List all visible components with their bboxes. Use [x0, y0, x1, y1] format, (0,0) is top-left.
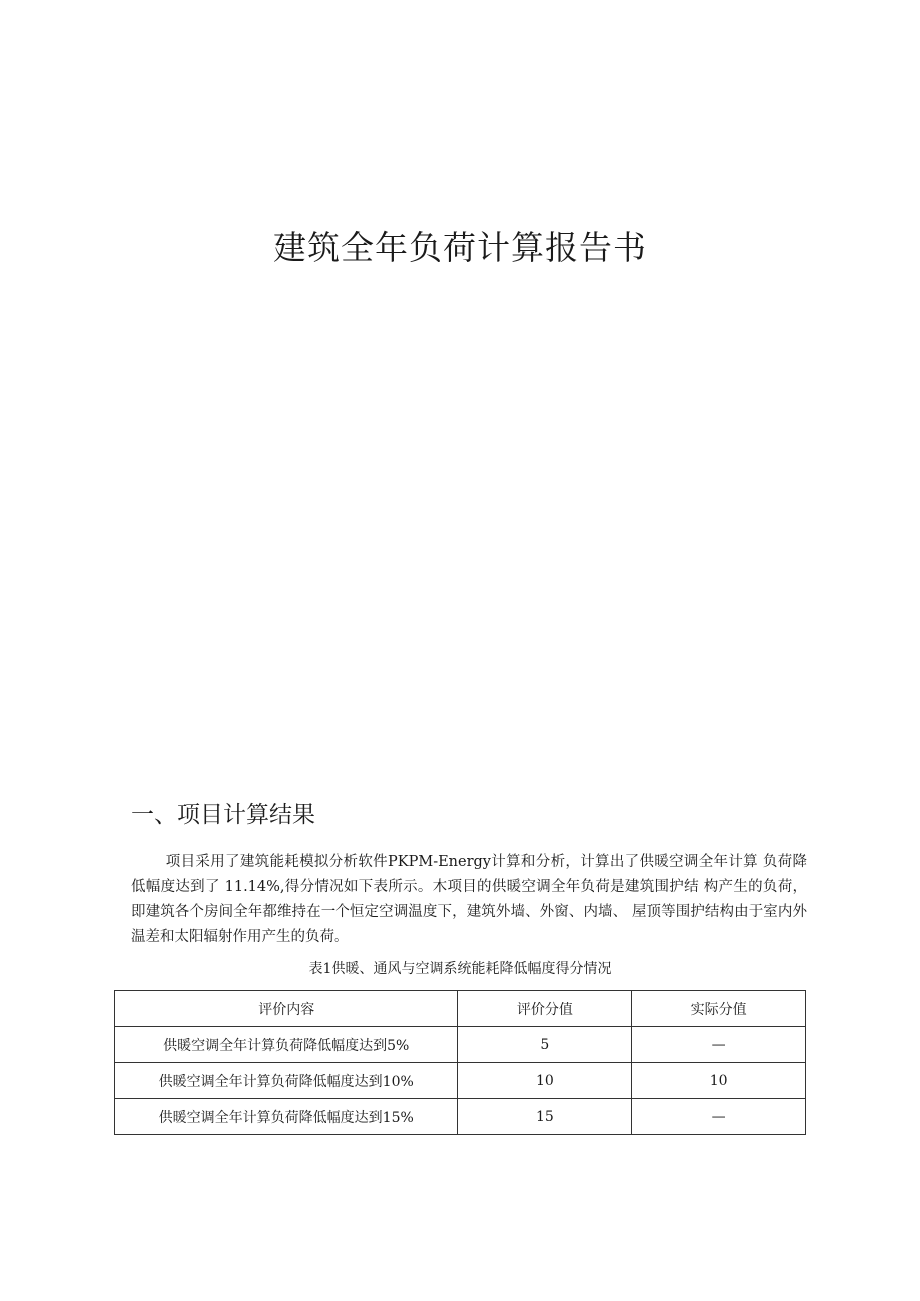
- table-caption: 表1供暖、通风与空调系统能耗降低幅度得分情况: [308, 961, 612, 977]
- row-content: 供暖空调全年计算负荷降低幅度达到15%: [115, 1099, 458, 1135]
- row-actual: —: [632, 1027, 806, 1063]
- score-table: [114, 990, 806, 1135]
- row-score: 10: [458, 1063, 632, 1099]
- row-actual: 10: [632, 1063, 806, 1099]
- body-paragraph: 项目采用了建筑能耗模拟分析软件PKPM-Energy计算和分析，计算出了供暖空调全年计算 负荷降低幅度达到了 11.14%,得分情况如下表所示。木项目的供暖空调全年负荷是建筑围护结 构产生的负荷，即建筑各个房间全年都维持在一个恒定空调温度下，建筑外墙、外窗、内墙、 屋顶等围护结构由于室内外温差和太阳辐射作用产生的负荷。: [131, 854, 807, 945]
- row-score: 15: [458, 1099, 632, 1135]
- header-evaluation-content: 评价内容: [115, 991, 458, 1027]
- header-evaluation-score: 评价分值: [458, 991, 632, 1027]
- table-row: [115, 1099, 806, 1135]
- table-header-row: [115, 991, 806, 1027]
- row-actual: —: [632, 1099, 806, 1135]
- document-title: 建筑全年负荷计算报告书: [273, 228, 647, 267]
- row-content: 供暖空调全年计算负荷降低幅度达到10%: [115, 1063, 458, 1099]
- table-row: [115, 1063, 806, 1099]
- header-actual-score: 实际分值: [632, 991, 806, 1027]
- table-row: [115, 1027, 806, 1063]
- row-score: 5: [458, 1027, 632, 1063]
- row-content: 供暖空调全年计算负荷降低幅度达到5%: [115, 1027, 458, 1063]
- section-heading: 一、项目计算结果: [131, 802, 315, 828]
